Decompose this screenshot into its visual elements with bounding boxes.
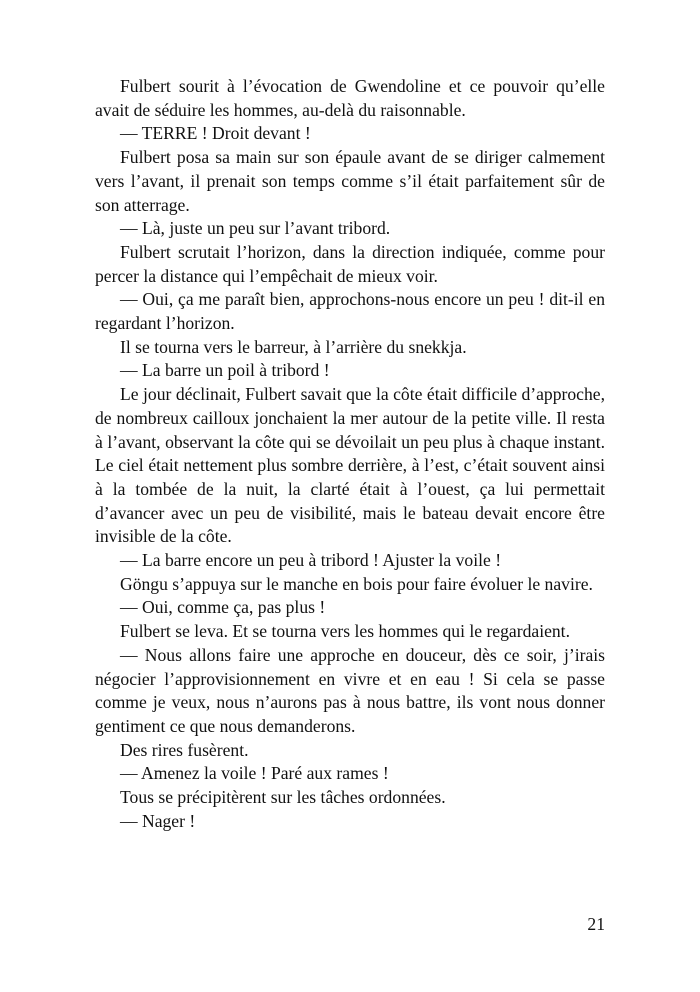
paragraph: — Amenez la voile ! Paré aux rames ! <box>120 763 389 784</box>
paragraph: Fulbert se leva. Et se tourna vers les hommes qui le regardaient. <box>120 621 570 642</box>
paragraph: Tous se précipitèrent sur les tâches ordonnées. <box>120 787 446 808</box>
paragraph: Fulbert posa sa main sur son épaule avant de se diriger calmement vers l’avant, il prenait son temps comme s’il était parfaitement sûr de son atterrage. <box>95 147 605 215</box>
paragraph: Fulbert sourit à l’évocation de Gwendoline et ce pouvoir qu’elle avait de séduire les hommes, au-delà du raisonnable. <box>95 76 605 120</box>
paragraph: — TERRE ! Droit devant ! <box>120 123 311 144</box>
paragraph: — La barre un poil à tribord ! <box>120 360 330 381</box>
paragraph: — Là, juste un peu sur l’avant tribord. <box>120 218 391 239</box>
paragraph: — Nager ! <box>120 810 196 831</box>
paragraph: — Nous allons faire une approche en douceur, dès ce soir, j’irais négocier l’approvisionnement en vivre et en eau ! Si cela se passe comme je veux, nous n’aurons pas à nous battre, ils vont nous donner gentiment ce que nous demanderons. <box>95 644 605 736</box>
paragraph: Le jour déclinait, Fulbert savait que la côte était difficile d’approche, de nombreux cailloux jonchaient la mer autour de la petite ville. Il resta à l’avant, observant la côte qui se dévoilait un peu plus à chaque instant. Le ciel était nettement plus sombre derrière, à l’est, c’était souvent ainsi à la tombée de la nuit, la clarté était à l’ouest, ça lui permettait d’avancer avec un peu de visibilité, mais le bateau devait encore être invisible de la côte. <box>95 384 605 547</box>
paragraph: — Oui, ça me paraît bien, approchons-nous encore un peu ! dit-il en regardant l’horizon. <box>95 289 605 334</box>
paragraph: Fulbert scrutait l’horizon, dans la direction indiquée, comme pour percer la distance qui l’empêchait de mieux voir. <box>95 241 605 286</box>
paragraph: Göngu s’appuya sur le manche en bois pour faire évoluer le navire. <box>120 573 593 594</box>
body-text <box>95 75 605 834</box>
paragraph: Des rires fusèrent. <box>120 739 249 760</box>
paragraph: Il se tourna vers le barreur, à l’arrière du snekkja. <box>120 336 467 357</box>
paragraph: — La barre encore un peu à tribord ! Ajuster la voile ! <box>120 550 502 571</box>
page-number: 21 <box>587 914 605 934</box>
paragraph: — Oui, comme ça, pas plus ! <box>120 597 326 618</box>
